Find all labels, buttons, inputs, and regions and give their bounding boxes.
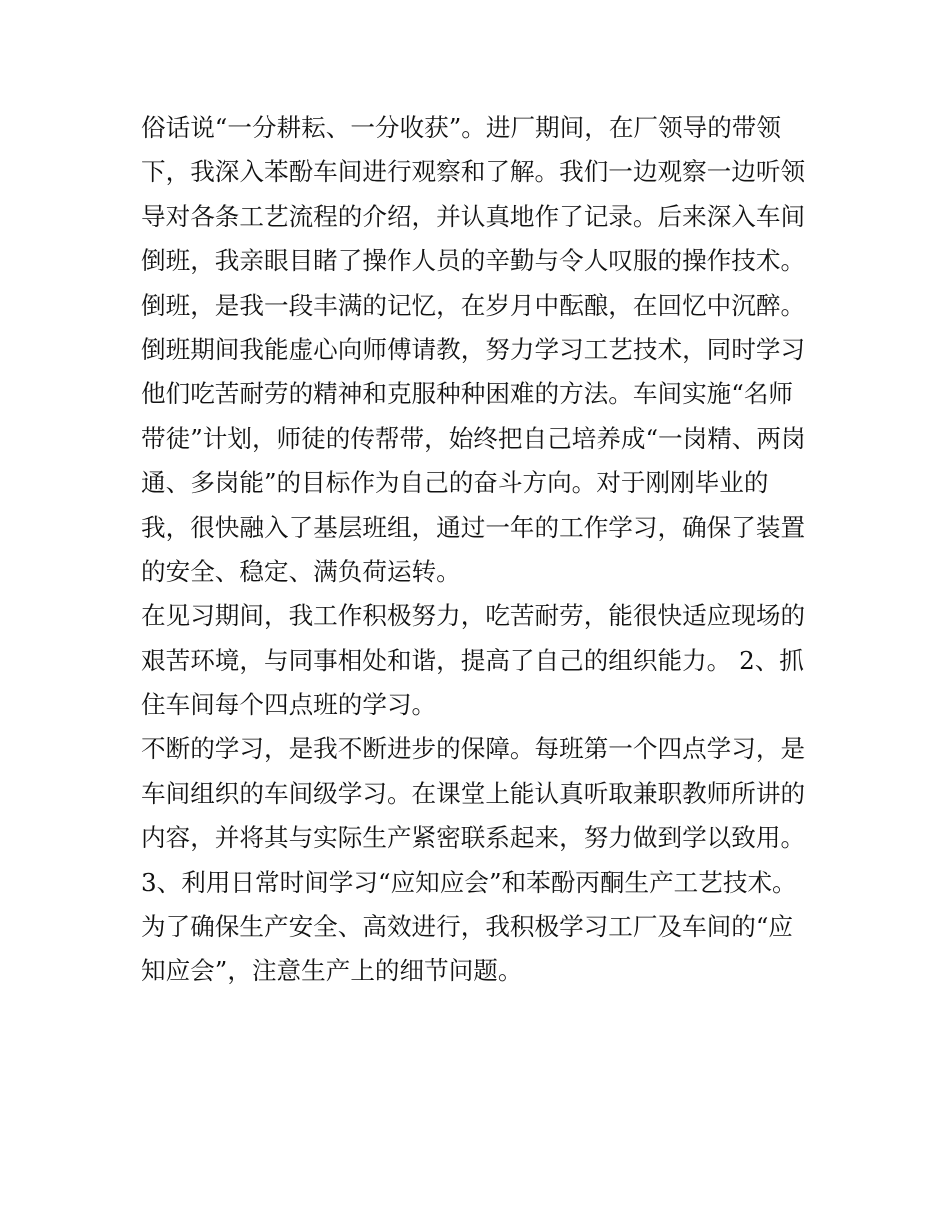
text-line: 导对各条工艺流程的介绍，并认真地作了记录。后来深入车间: [141, 201, 806, 231]
text-line: 带徒”计划，师徒的传帮带，始终把自己培养成“一岗精、两岗: [141, 423, 806, 453]
text-line: 车间组织的车间级学习。在课堂上能认真听取兼职教师所讲的: [141, 778, 806, 808]
text-line: 知应会”，注意生产上的细节问题。: [141, 956, 523, 986]
text-line: 艰苦环境，与同事相处和谐，提高了自己的组织能力。 2、抓: [141, 645, 804, 675]
text-line: 的安全、稳定、满负荷运转。: [141, 556, 461, 586]
text-line: 内容，并将其与实际生产紧密联系起来，努力做到学以致用。: [141, 823, 806, 853]
text-line: 通、多岗能”的目标作为自己的奋斗方向。对于刚刚毕业的: [141, 468, 769, 498]
text-line: 俗话说“一分耕耘、一分收获”。进厂期间，在厂领导的带领: [141, 113, 781, 142]
text-line: 不断的学习，是我不断进步的保障。每班第一个四点学习，是: [141, 734, 806, 764]
body-text: [141, 106, 821, 994]
text-line: 为了确保生产安全、高效进行，我积极学习工厂及车间的“应: [141, 912, 794, 942]
text-line: 他们吃苦耐劳的精神和克服种种困难的方法。车间实施“名师: [141, 379, 794, 409]
text-line: 倒班期间我能虚心向师傅请教，努力学习工艺技术，同时学习: [141, 334, 806, 364]
text-line: 下，我深入苯酚车间进行观察和了解。我们一边观察一边听领: [141, 157, 806, 187]
text-line: 住车间每个四点班的学习。: [141, 690, 437, 720]
text-line: 倒班，是我一段丰满的记忆，在岁月中酝酿，在回忆中沉醉。: [141, 290, 806, 320]
text-line: 我，很快融入了基层班组，通过一年的工作学习，确保了装置: [141, 512, 806, 542]
text-line: 倒班，我亲眼目睹了操作人员的辛勤与令人叹服的操作技术。: [141, 246, 806, 276]
text-line: 在见习期间，我工作积极努力，吃苦耐劳，能很快适应现场的: [141, 601, 806, 631]
text-line: 3、利用日常时间学习“应知应会”和苯酚丙酮生产工艺技术。: [141, 867, 797, 897]
